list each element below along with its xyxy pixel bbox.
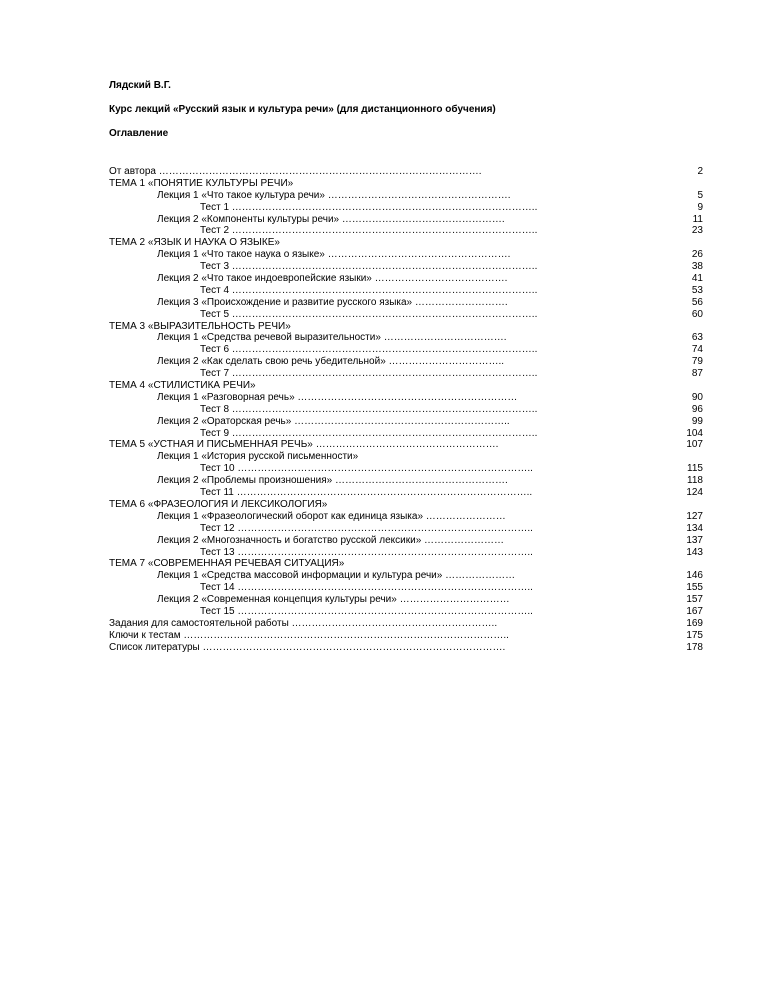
- toc-entry-title: Тест 6 ………………………………………………………………………………..: [200, 344, 538, 356]
- toc-entry-title: Тест 15 ……………………………………………………………………………..: [200, 605, 533, 617]
- toc-entry: [109, 558, 703, 570]
- toc-entry-page: 99: [691, 415, 703, 427]
- toc-entry-page: 87: [691, 368, 703, 380]
- toc-entry-page: 115: [687, 463, 703, 475]
- toc-entry-page: 155: [686, 582, 703, 594]
- toc-entry-title: Лекция 2 «Что такое индоевропейские языки» ………………………………….: [157, 273, 508, 285]
- toc-entry-page: 107: [686, 439, 703, 451]
- toc-entry-title: Тест 9 ………………………………………………………………………………..: [200, 427, 538, 439]
- toc-entry-page: 23: [691, 225, 703, 237]
- toc-entry: [109, 439, 703, 451]
- toc-entry: [109, 606, 703, 618]
- toc-entry: [109, 594, 703, 606]
- toc-entry: [109, 487, 703, 499]
- toc-entry: [109, 178, 703, 190]
- toc-entry-page: 38: [691, 261, 703, 273]
- toc-entry: [109, 392, 703, 404]
- toc-entry-title: ТЕМА 5 «УСТНАЯ И ПИСЬМЕННАЯ РЕЧЬ» ……………………………………………….: [109, 439, 499, 451]
- toc-entry-title: Тест 13 ……………………………………………………………………………..: [200, 546, 533, 558]
- toc-entry-page: 167: [686, 605, 703, 617]
- toc-entry: [109, 356, 703, 368]
- toc-entry-page: 134: [686, 522, 703, 534]
- author-name: Лядский В.Г.: [109, 80, 171, 91]
- toc-entry: [109, 297, 703, 309]
- toc-entry-title: Тест 7 ………………………………………………………………………………..: [200, 368, 538, 380]
- toc-entry: [109, 285, 703, 297]
- toc-entry-title: ТЕМА 1 «ПОНЯТИЕ КУЛЬТУРЫ РЕЧИ»: [109, 177, 294, 189]
- toc-entry-title: Тест 11 ……………………………………………………………………………..: [200, 487, 533, 499]
- toc-entry-title: От автора …………………………………………………………………………………….: [109, 166, 482, 177]
- toc-entry-page: 9: [697, 201, 703, 213]
- toc-entry-page: 63: [691, 332, 703, 344]
- toc-entry-page: 146: [686, 570, 703, 582]
- toc-entry: [109, 642, 703, 654]
- toc-entry-title: Тест 10 ……………………………………………………………………………..: [200, 463, 533, 475]
- toc-entry-title: ТЕМА 7 «СОВРЕМЕННАЯ РЕЧЕВАЯ СИТУАЦИЯ»: [109, 558, 345, 570]
- toc-entry: [109, 463, 703, 475]
- toc-entry-page: 127: [686, 510, 703, 522]
- toc-entry: [109, 582, 703, 594]
- toc-entry-title: Лекция 2 «Компоненты культуры речи» ………………………………………….: [157, 213, 505, 225]
- toc-entry: [109, 535, 703, 547]
- toc-entry-title: ТЕМА 3 «ВЫРАЗИТЕЛЬНОСТЬ РЕЧИ»: [109, 320, 291, 332]
- toc-entry-title: Лекция 1 «Разговорная речь» …………………………………………………………: [157, 391, 518, 403]
- toc-entry: [109, 249, 703, 261]
- toc-entry-title: ТЕМА 4 «СТИЛИСТИКА РЕЧИ»: [109, 380, 256, 392]
- toc-entry: [109, 202, 703, 214]
- course-title: Курс лекций «Русский язык и культура речи» (для дистанционного обучения): [109, 104, 496, 115]
- toc-heading: Оглавление: [109, 128, 169, 139]
- toc-entry: [109, 523, 703, 535]
- toc-entry-title: Список литературы ……………………………………………………………………………….: [109, 641, 506, 653]
- toc-entry-title: Ключи к тестам ……………………………………………………………………………………..: [109, 629, 509, 641]
- toc-entry: [109, 511, 703, 523]
- toc-entry: [109, 332, 703, 344]
- toc-entry-page: 60: [691, 308, 703, 320]
- toc-entry-page: 26: [691, 249, 703, 261]
- toc-entry-title: ТЕМА 2 «ЯЗЫК И НАУКА О ЯЗЫКЕ»: [109, 237, 280, 249]
- toc-entry-page: 56: [691, 296, 703, 308]
- toc-entry-page: 79: [691, 356, 703, 368]
- toc-entry: [109, 499, 703, 511]
- toc-entry-title: Лекция 1 «Фразеологический оборот как единица языка» ……………………: [157, 510, 506, 522]
- toc-entry: [109, 225, 703, 237]
- toc-entry: [109, 416, 703, 428]
- table-of-contents: [109, 166, 703, 654]
- toc-entry: [109, 451, 703, 463]
- toc-entry: [109, 344, 703, 356]
- toc-entry-title: Тест 3 ………………………………………………………………………………..: [200, 261, 538, 273]
- toc-entry: [109, 380, 703, 392]
- toc-entry-title: Лекция 2 «Ораторская речь» ………………………………………………………..: [157, 415, 510, 427]
- toc-entry: [109, 570, 703, 582]
- toc-entry: [109, 630, 703, 642]
- toc-entry-title: Тест 2 ………………………………………………………………………………..: [200, 225, 538, 237]
- toc-entry-page: 11: [692, 213, 703, 225]
- toc-entry: [109, 190, 703, 202]
- toc-entry: [109, 273, 703, 285]
- toc-entry: [109, 166, 703, 178]
- toc-entry-title: ТЕМА 6 «ФРАЗЕОЛОГИЯ И ЛЕКСИКОЛОГИЯ»: [109, 498, 328, 510]
- toc-entry: [109, 404, 703, 416]
- toc-entry: [109, 309, 703, 321]
- toc-entry-title: Тест 8 ………………………………………………………………………………..: [200, 403, 538, 415]
- toc-entry-page: 74: [691, 344, 703, 356]
- toc-entry-page: 96: [691, 403, 703, 415]
- toc-entry-page: 5: [697, 189, 703, 201]
- toc-entry-page: 157: [686, 594, 703, 606]
- toc-entry: [109, 428, 703, 440]
- toc-entry-title: Тест 4 ………………………………………………………………………………..: [200, 284, 538, 296]
- toc-entry-page: 178: [686, 641, 703, 653]
- toc-entry-title: Тест 12 ……………………………………………………………………………..: [200, 522, 533, 534]
- toc-entry: [109, 475, 703, 487]
- toc-entry-page: 175: [686, 629, 703, 641]
- toc-entry-title: Лекция 2 «Многозначность и богатство русской лексики» ……………………: [157, 534, 505, 546]
- toc-entry-page: 90: [691, 391, 703, 403]
- toc-entry-title: Лекция 2 «Как сделать свою речь убедительной» ……………………………..: [157, 356, 505, 368]
- toc-entry-title: Лекция 1 «Средства речевой выразительности» ……………………………….: [157, 332, 507, 344]
- toc-entry-title: Лекция 1 «История русской письменности»: [157, 451, 359, 463]
- toc-entry-page: 53: [691, 284, 703, 296]
- toc-entry-page: 2: [697, 166, 703, 177]
- toc-entry-page: 118: [687, 475, 703, 487]
- toc-entry: [109, 237, 703, 249]
- toc-entry-title: Тест 5 ………………………………………………………………………………..: [200, 308, 538, 320]
- toc-entry-page: 41: [691, 273, 703, 285]
- toc-entry: [109, 321, 703, 333]
- toc-entry-title: Тест 1 ………………………………………………………………………………..: [200, 201, 538, 213]
- toc-entry-page: 104: [686, 427, 703, 439]
- toc-entry-page: 137: [686, 534, 703, 546]
- toc-entry-title: Лекция 1 «Что такое наука о языке» ……………………………………………….: [157, 249, 511, 261]
- toc-entry-title: Лекция 1 «Что такое культура речи» ……………………………………………….: [157, 189, 511, 201]
- toc-entry-title: Задания для самостоятельной работы ……………………………………………………..: [109, 617, 498, 629]
- toc-entry-page: 143: [686, 546, 703, 558]
- toc-entry: [109, 261, 703, 273]
- toc-entry-title: Лекция 3 «Происхождение и развитие русского языка» ……………………….: [157, 296, 508, 308]
- toc-entry-page: 169: [686, 617, 703, 629]
- toc-entry-title: Лекция 2 «Проблемы произношения» …………………………………………….: [157, 475, 508, 487]
- toc-entry: [109, 214, 703, 226]
- toc-entry: [109, 547, 703, 559]
- toc-entry-title: Лекция 2 «Современная концепция культуры речи» ……………………………: [157, 594, 510, 606]
- toc-entry-title: Лекция 1 «Средства массовой информации и культура речи» …………………: [157, 570, 516, 582]
- toc-entry-title: Тест 14 ……………………………………………………………………………..: [200, 582, 533, 594]
- toc-entry-page: 124: [686, 487, 703, 499]
- toc-entry: [109, 368, 703, 380]
- toc-entry: [109, 618, 703, 630]
